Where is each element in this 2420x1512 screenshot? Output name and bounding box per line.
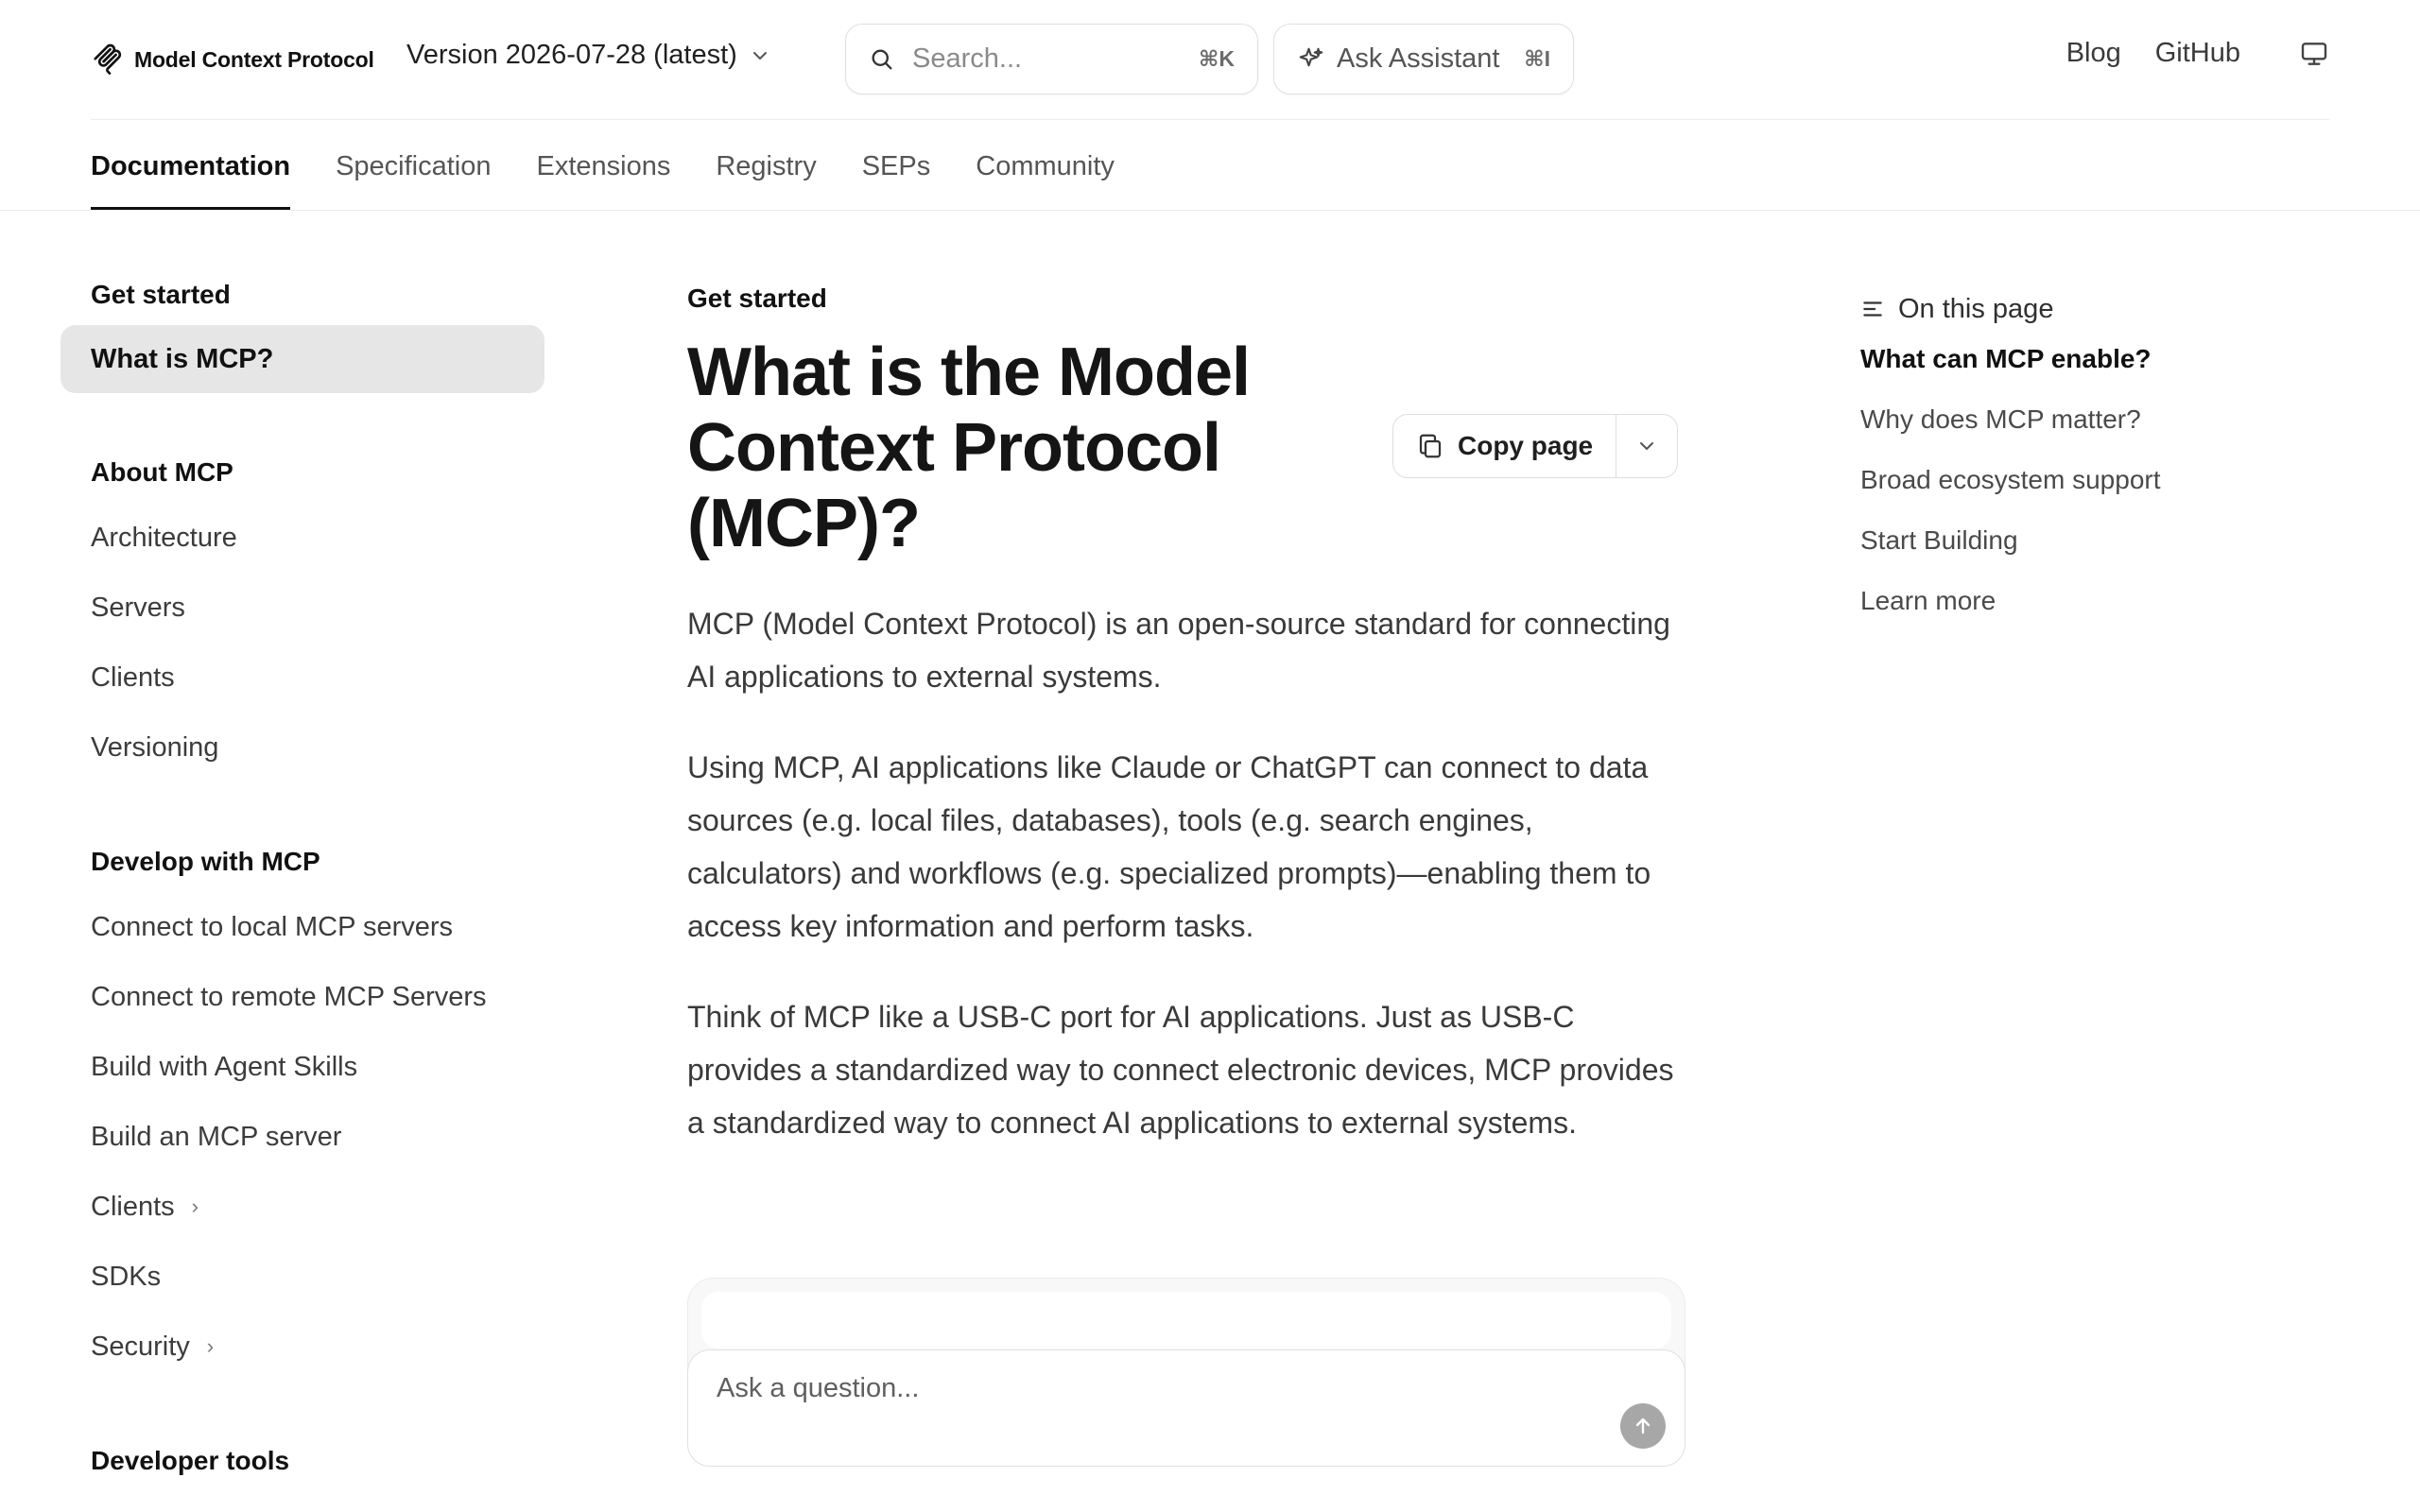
- mcp-logo-icon: [91, 42, 127, 77]
- sidebar-item-label: Connect to remote MCP Servers: [91, 981, 487, 1012]
- main-content: [687, 284, 1685, 1149]
- sidebar-item-clients-expandable[interactable]: [60, 1172, 544, 1242]
- search-placeholder: Search...: [912, 43, 1023, 74]
- copy-options-button[interactable]: [1616, 415, 1677, 477]
- search-box[interactable]: [845, 24, 1258, 94]
- ask-assistant-button[interactable]: [1273, 24, 1574, 94]
- sidebar-group-title: About MCP: [91, 457, 233, 487]
- brand-logo[interactable]: [91, 42, 374, 77]
- search-shortcut: ⌘K: [1199, 46, 1235, 71]
- sidebar-group-title: Develop with MCP: [91, 847, 320, 876]
- assistant-shortcut: ⌘I: [1524, 46, 1550, 71]
- github-link[interactable]: GitHub: [2154, 38, 2240, 68]
- blog-link[interactable]: Blog: [2066, 38, 2121, 68]
- ask-question-placeholder: Ask a question...: [717, 1373, 920, 1403]
- sidebar-group-title: Get started: [91, 280, 231, 309]
- section-tabs: [91, 121, 1115, 210]
- copy-page-button[interactable]: [1393, 415, 1616, 477]
- tab-specification[interactable]: Specification: [336, 151, 492, 181]
- body-paragraph: Using MCP, AI applications like Claude or ChatGPT can connect to data sources (e.g. local files, databases), tools (e.g. search engines, calculators) and workflows (e.g. specialized prompts)—enabling them to access key information and perform tasks.: [687, 750, 1651, 943]
- sidebar-item-what-is-mcp[interactable]: [60, 325, 544, 393]
- brand-name: Model Context Protocol: [134, 46, 374, 72]
- assistant-label: Ask Assistant: [1337, 43, 1500, 74]
- version-label: Version 2026-07-28 (latest): [406, 40, 737, 70]
- tab-registry[interactable]: Registry: [716, 151, 817, 181]
- copy-icon: [1416, 432, 1444, 460]
- top-bar: [0, 0, 2420, 120]
- toc-item-start-building[interactable]: Start Building: [1860, 525, 2018, 555]
- sidebar-item-label: Connect to local MCP servers: [91, 911, 454, 942]
- copy-page-label: Copy page: [1458, 431, 1594, 460]
- chevron-down-icon: [1635, 435, 1658, 457]
- sidebar-item-label: Clients: [91, 1191, 175, 1222]
- copy-page-group: [1392, 414, 1678, 478]
- sidebar-item-label: Security: [91, 1331, 190, 1362]
- toc-item-ecosystem[interactable]: Broad ecosystem support: [1860, 465, 2161, 494]
- sidebar-nav: [60, 265, 544, 1491]
- sidebar-group-title: Developer tools: [91, 1446, 290, 1475]
- sidebar-item-sdks[interactable]: [60, 1242, 544, 1312]
- monitor-icon: [2299, 39, 2329, 69]
- tab-community[interactable]: Community: [976, 151, 1115, 181]
- tab-extensions[interactable]: Extensions: [536, 151, 671, 181]
- sidebar-item-agent-skills[interactable]: [60, 1032, 544, 1102]
- toc-item-what-can-mcp-enable[interactable]: What can MCP enable?: [1860, 344, 2152, 373]
- sidebar-item-connect-local[interactable]: [60, 892, 544, 962]
- sidebar-item-clients[interactable]: [60, 643, 544, 713]
- chevron-right-icon: ›: [206, 1334, 215, 1358]
- sidebar-item-versioning[interactable]: [60, 713, 544, 782]
- top-nav-links: [2066, 38, 2329, 69]
- toc-heading: [1860, 289, 2314, 329]
- sidebar-item-label: SDKs: [91, 1261, 162, 1292]
- toc-item-learn-more[interactable]: Learn more: [1860, 586, 1996, 615]
- toc-heading-label: On this page: [1898, 293, 2054, 324]
- sidebar-item-label: Architecture: [91, 522, 237, 553]
- version-selector[interactable]: [406, 40, 771, 71]
- header-divider: [91, 119, 2329, 120]
- tabs-divider: [0, 210, 2420, 211]
- sidebar-item-connect-remote[interactable]: [60, 962, 544, 1032]
- send-button[interactable]: [1620, 1403, 1666, 1449]
- chevron-down-icon: [749, 44, 771, 67]
- arrow-up-icon: [1632, 1415, 1654, 1437]
- sidebar-item-security[interactable]: [60, 1312, 544, 1382]
- theme-toggle[interactable]: [2274, 39, 2329, 69]
- tab-seps[interactable]: SEPs: [861, 151, 931, 181]
- sidebar-item-label: Servers: [91, 592, 185, 623]
- search-icon: [869, 46, 895, 73]
- body-paragraph: Think of MCP like a USB-C port for AI applications. Just as USB-C provides a standardized way to connect electronic devices, MCP provides a standardized way to connect AI applications to external systems.: [687, 1000, 1674, 1140]
- sparkle-icon: [1297, 45, 1325, 74]
- ask-question-input[interactable]: [687, 1349, 1685, 1467]
- sidebar-item-build-server[interactable]: [60, 1102, 544, 1172]
- ask-widget: [687, 1278, 1685, 1467]
- sidebar-item-label: Clients: [91, 662, 175, 693]
- intro-paragraph: MCP (Model Context Protocol) is an open-source standard for connecting AI applications to external systems.: [687, 607, 1670, 694]
- chevron-right-icon: ›: [191, 1194, 199, 1218]
- toc-item-why-mcp-matters[interactable]: Why does MCP matter?: [1860, 404, 2141, 434]
- sidebar-item-label: Build with Agent Skills: [91, 1051, 358, 1082]
- table-of-contents: [1860, 289, 2314, 631]
- tab-documentation[interactable]: Documentation: [91, 121, 290, 210]
- sidebar-item-architecture[interactable]: [60, 503, 544, 573]
- page-title: What is the Model Context Protocol (MCP)?: [687, 335, 1250, 561]
- sidebar-item-label: What is MCP?: [91, 343, 274, 374]
- sidebar-item-label: Build an MCP server: [91, 1121, 342, 1152]
- sidebar-item-servers[interactable]: [60, 573, 544, 643]
- ask-widget-panel: [701, 1292, 1671, 1349]
- sidebar-item-label: Versioning: [91, 731, 219, 763]
- page-eyebrow: Get started: [687, 284, 827, 313]
- list-icon: [1860, 297, 1885, 321]
- title-row: [687, 335, 1685, 571]
